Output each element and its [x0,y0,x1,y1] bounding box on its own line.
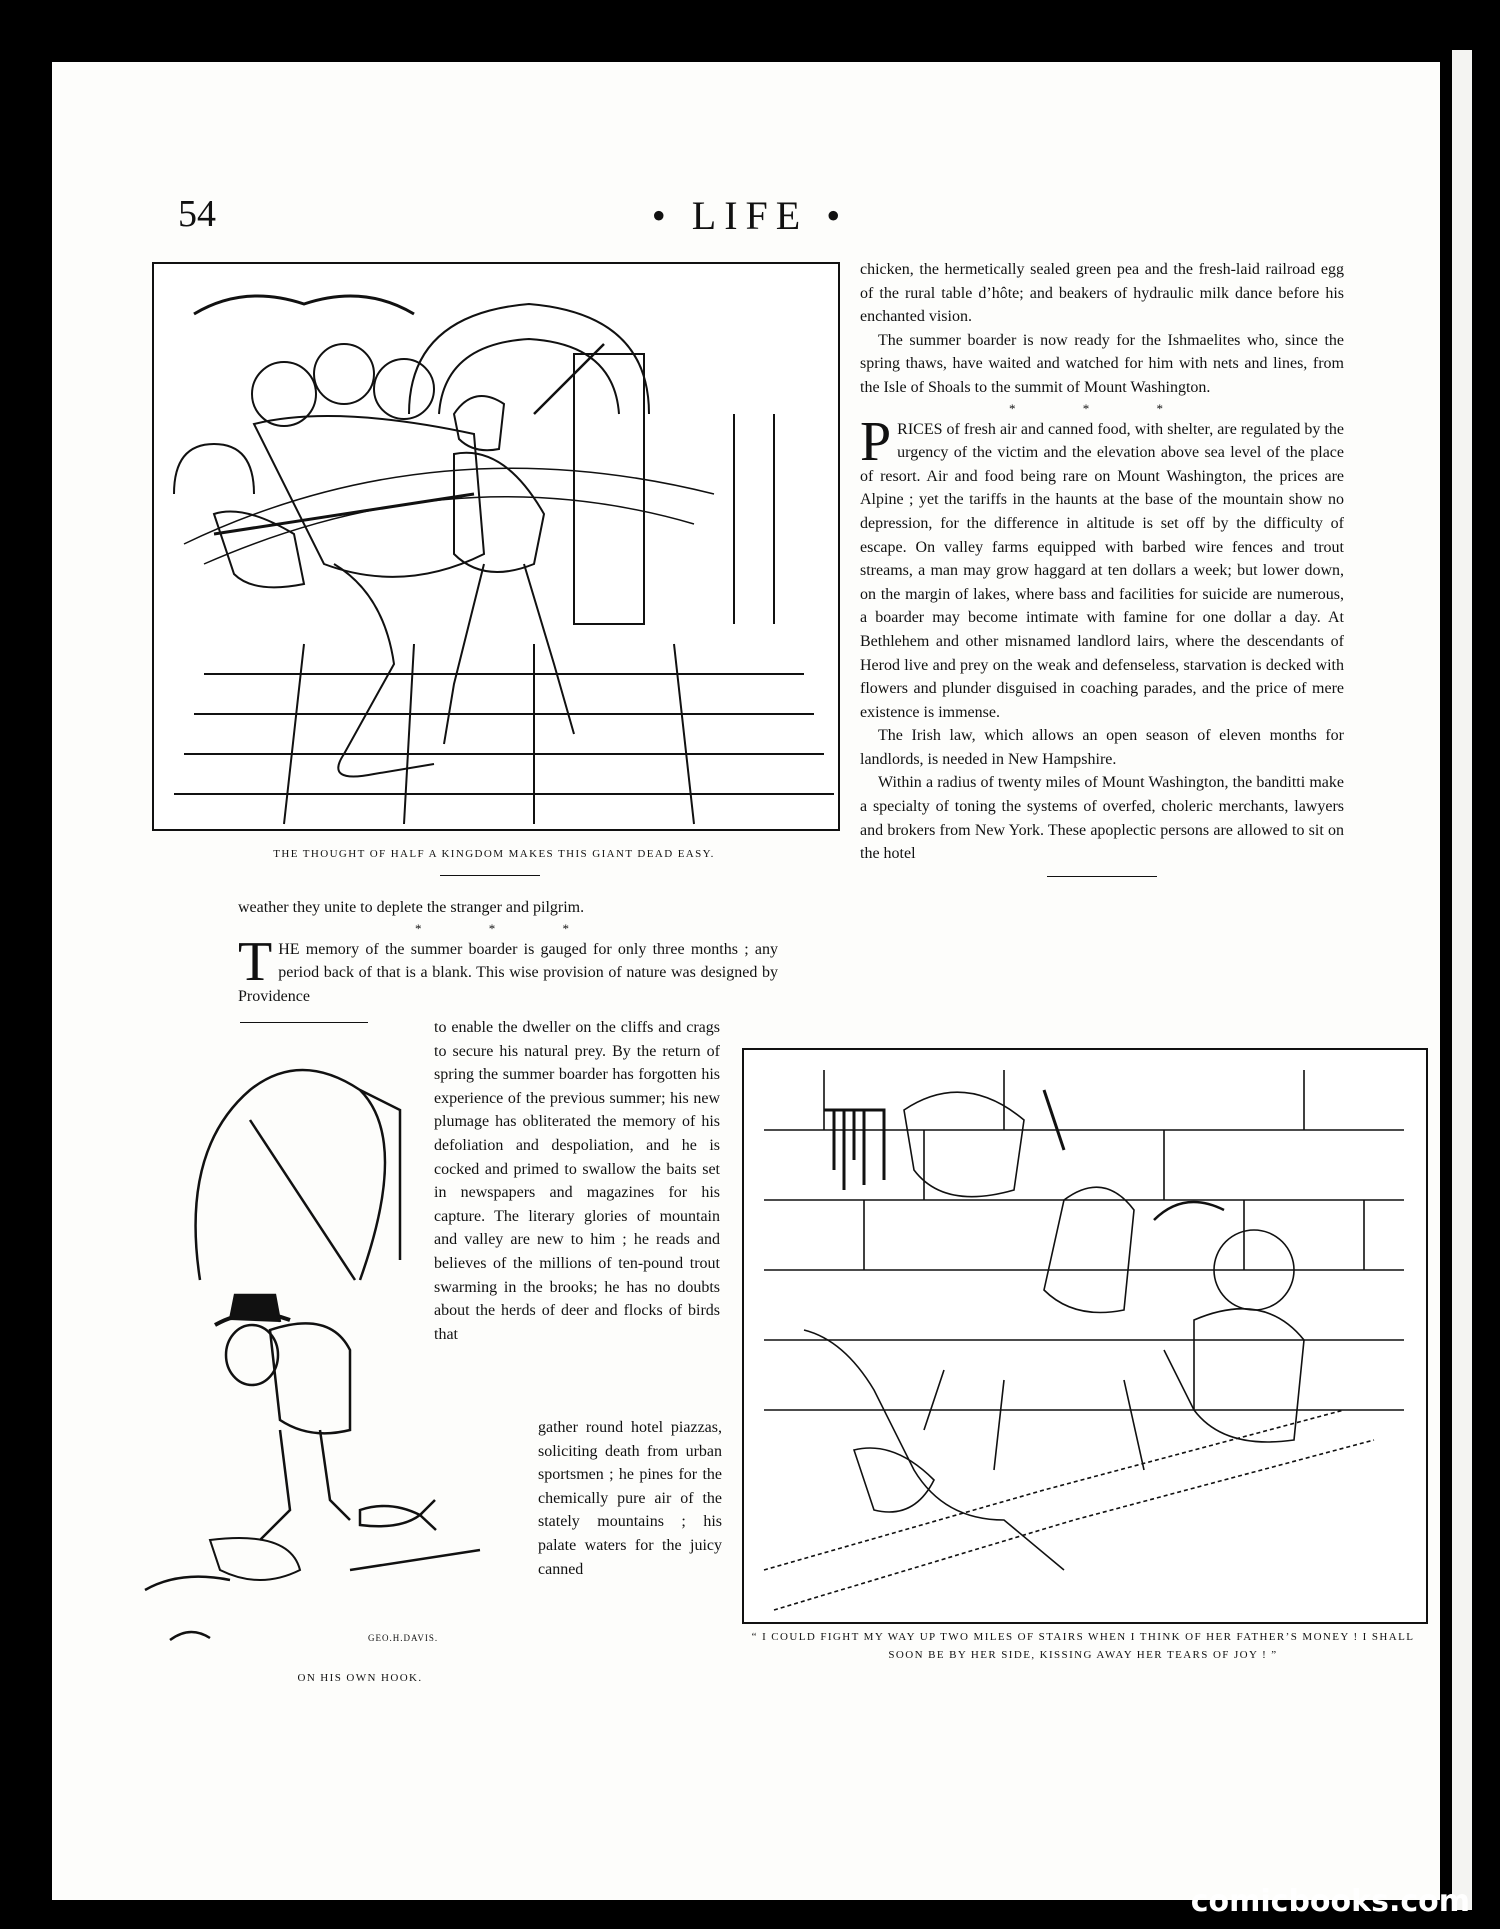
left-illustration [140,1030,540,1650]
paragraph: PRICES of fresh air and canned food, with shelter, are regulated by the urgency of the victim and the elevation above sea level of the place of resort. Air and food being rare on Mount Washington, the prices are Alpine ; yet the tariffs in the haunts at the base of the mountain show no depression, for the difference in altitude is set off by the difficulty of escape. On valley farms equipped with barbed wire fences and trout streams, a man may grow haggard at ten dollars a week; but lower down, on the margin of lakes, where bass and facilities for suicide are numerous, a boarder may become intimate with famine for one dollar a day. At Bethlehem and other misnamed landlord lairs, where the descendants of Herod live and prey on the weak and defenseless, starvation is decked with flowers and plunder disguised in coaching parades, and the price of mere existence is immense. [860,410,1344,721]
drop-cap: P [860,410,892,473]
top-illustration [152,262,840,831]
giant-hair [194,296,414,314]
caption-rule [440,875,540,876]
bottom-illustration [742,1048,1428,1624]
tapestry [824,1110,884,1190]
section-rule [1047,876,1157,877]
dagger [1044,1090,1064,1150]
site-watermark: comicbooks.com [1190,1884,1470,1919]
knight-middle [1044,1187,1134,1312]
page-number: 54 [178,193,216,235]
right-column [860,258,1344,877]
paragraph: The Irish law, which allows an open season of eleven months for landlords, is needed in New Hampshire. [860,727,1344,768]
paragraph: The summer boarder is now ready for the Ishmaelites who, since the spring thaws, have waited and watched for him with nets and lines, from the Isle of Shoals to the summit of Mount Washington. [860,331,1344,396]
archway [409,304,649,414]
paragraph: weather they unite to deplete the stranger and pilgrim. [238,899,585,916]
paragraph: THE memory of the summer boarder is gauged for only three months ; any period back of that is a blank. This wise provision of nature was designed by Providence [238,930,778,1005]
giant-and-knight-drawing [154,264,838,829]
paragraph: to enable the dweller on the cliffs and crags to secure his natural prey. By the return of spring the summer boarder has forgotten his experience of the previous summer; his new plumage has obliterated the memory of his defoliation and despoliation, and he is cocked and primed to swallow the baits set in newspapers and magazines for his capture. The literary glories of mountain and valley are new to him ; he reads and believes of the millions of ten-pound trout swarming in the brooks; he has no doubts about the herds of deer and flocks of birds that [434,1019,720,1343]
sword-swing [184,468,714,544]
facing-page-edge [1452,50,1472,1910]
knight-helmet [454,396,504,450]
illustration-rule [240,1022,368,1023]
top-caption: THE THOUGHT OF HALF A KINGDOM MAKES THIS GIANT DEAD EASY. [273,848,715,860]
paragraph: Within a radius of twenty miles of Mount Washington, the banditti make a specialty of toning the systems of overfed, choleric merchants, lawyers and brokers from New York. These apoplectic persons are allowed to sit on the hotel [860,774,1344,863]
knight-right [1194,1309,1304,1442]
left-column-top [238,896,778,1008]
paragraph: chicken, the hermetically sealed green pea and the fresh-laid railroad egg of the rural table d’hôte; and beakers of hydraulic milk dance before his enchanted vision. [860,261,1344,326]
masthead: • LIFE • [651,193,849,238]
paragraph: gather round hotel piazzas, soliciting death from urban sportsmen ; he pines for the chemically pure air of the stately mountains ; his palate waters for the juicy canned [538,1419,722,1578]
knight-top [904,1092,1024,1196]
section-break: * * * [415,920,601,936]
fish [360,1506,420,1526]
section-break: * * * [1009,400,1195,416]
left-caption: ON HIS OWN HOOK. [297,1672,423,1684]
knights-on-stairs-drawing [744,1050,1426,1622]
drop-cap: T [238,930,273,993]
bottom-caption: “ I COULD FIGHT MY WAY UP TWO MILES OF STAIRS WHEN I THINK OF HER FATHER’S MONEY ! I SHALL SOON BE BY HER SIDE, KISSING AWAY HER TEARS OF JOY ! ” [751,1631,1415,1661]
artist-signature: GEO.H.DAVIS. [368,1633,439,1643]
knight-plume [534,344,604,414]
sack [196,1070,385,1280]
boarder-with-sack-drawing [140,1030,540,1650]
left-column-tail [538,1416,722,1581]
